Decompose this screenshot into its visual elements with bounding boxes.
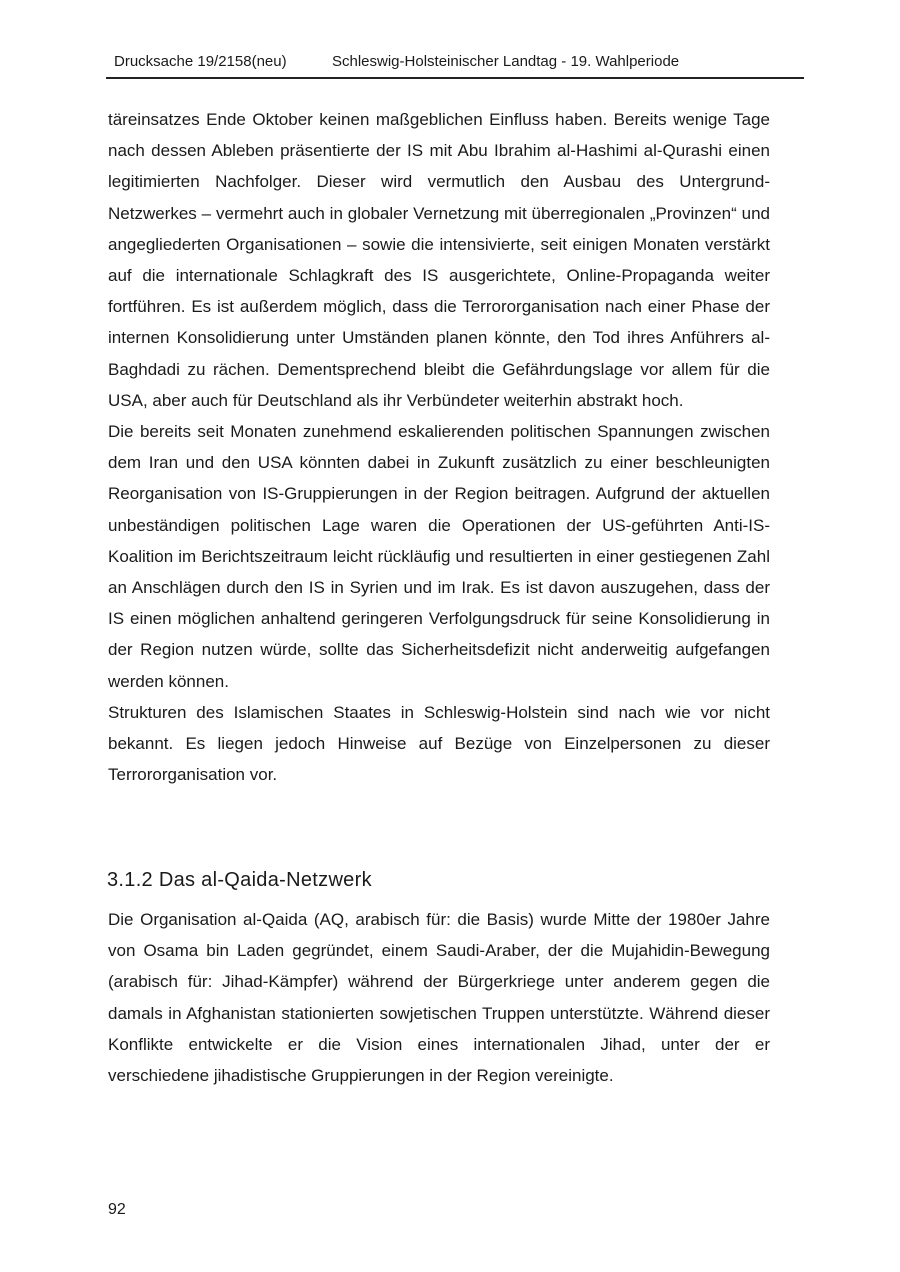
paragraph: Die bereits seit Monaten zunehmend eskalierenden politischen Spannungen zwischen dem Iran und den USA könnten dabei in Zukunft zusätzlich zu einer beschleunigten Reorganisation von IS-Gruppierungen in der Region beitragen. Aufgrund der aktuellen unbeständigen politischen Lage waren die Operationen der US-geführten Anti-IS-Koalition im Berichtszeitraum leicht rückläufig und resultierten in einer gestiegenen Zahl an Anschlägen durch den IS in Syrien und im Irak. Es ist davon auszugehen, dass der IS einen möglichen anhaltend geringeren Verfolgungsdruck für seine Konsolidierung in der Region nutzen würde, sollte das Sicherheitsdefizit nicht anderweitig aufgefangen werden können.: [108, 422, 770, 691]
section-heading: 3.1.2 Das al-Qaida-Netzwerk: [107, 869, 372, 891]
body-text: [108, 104, 770, 790]
header-title: Schleswig-Holsteinischer Landtag - 19. Wahlperiode: [332, 53, 680, 70]
page-header: [106, 50, 804, 79]
section-body: [108, 904, 770, 1091]
paragraph: täreinsatzes Ende Oktober keinen maßgeblichen Einfluss haben. Bereits wenige Tage nach dessen Ableben präsentierte der IS mit Abu Ibrahim al-Hashimi al-Qurashi einen legitimierten Nachfolger. Dieser wird vermutlich den Ausbau des Untergrund-Netzwerkes – vermehrt auch in globaler Vernetzung mit überregionalen „Provinzen“ und angegliederten Organisationen – sowie die intensivierte, seit einigen Monaten verstärkt auf die internationale Schlagkraft des IS ausgerichtete, Online-Propaganda weiter fortführen. Es ist außerdem möglich, dass die Terrororganisation nach einer Phase der internen Konsolidierung unter Umständen planen könnte, den Tod ihres Anführers al-Baghdadi zu rächen. Dementsprechend bleibt die Gefährdungslage vor allem für die USA, aber auch für Deutschland als ihr Verbündeter weiterhin abstrakt hoch.: [108, 110, 770, 410]
paragraph: Die Organisation al-Qaida (AQ, arabisch für: die Basis) wurde Mitte der 1980er Jahre von Osama bin Laden gegründet, einem Saudi-Araber, der die Mujahidin-Bewegung (arabisch für: Jihad-Kämpfer) während der Bürgerkriege unter anderem gegen die damals in Afghanistan stationierten sowjetischen Truppen unterstützte. Während dieser Konflikte entwickelte er die Vision eines internationalen Jihad, unter der er verschiedene jihadistische Gruppierungen in der Region vereinigte.: [108, 910, 770, 1086]
paragraph: Strukturen des Islamischen Staates in Schleswig-Holstein sind nach wie vor nicht bekannt. Es liegen jedoch Hinweise auf Bezüge von Einzelpersonen zu dieser Terrororganisation vor.: [108, 702, 770, 785]
page-number: 92: [108, 1201, 126, 1218]
document-reference: Drucksache 19/2158(neu): [114, 53, 287, 70]
